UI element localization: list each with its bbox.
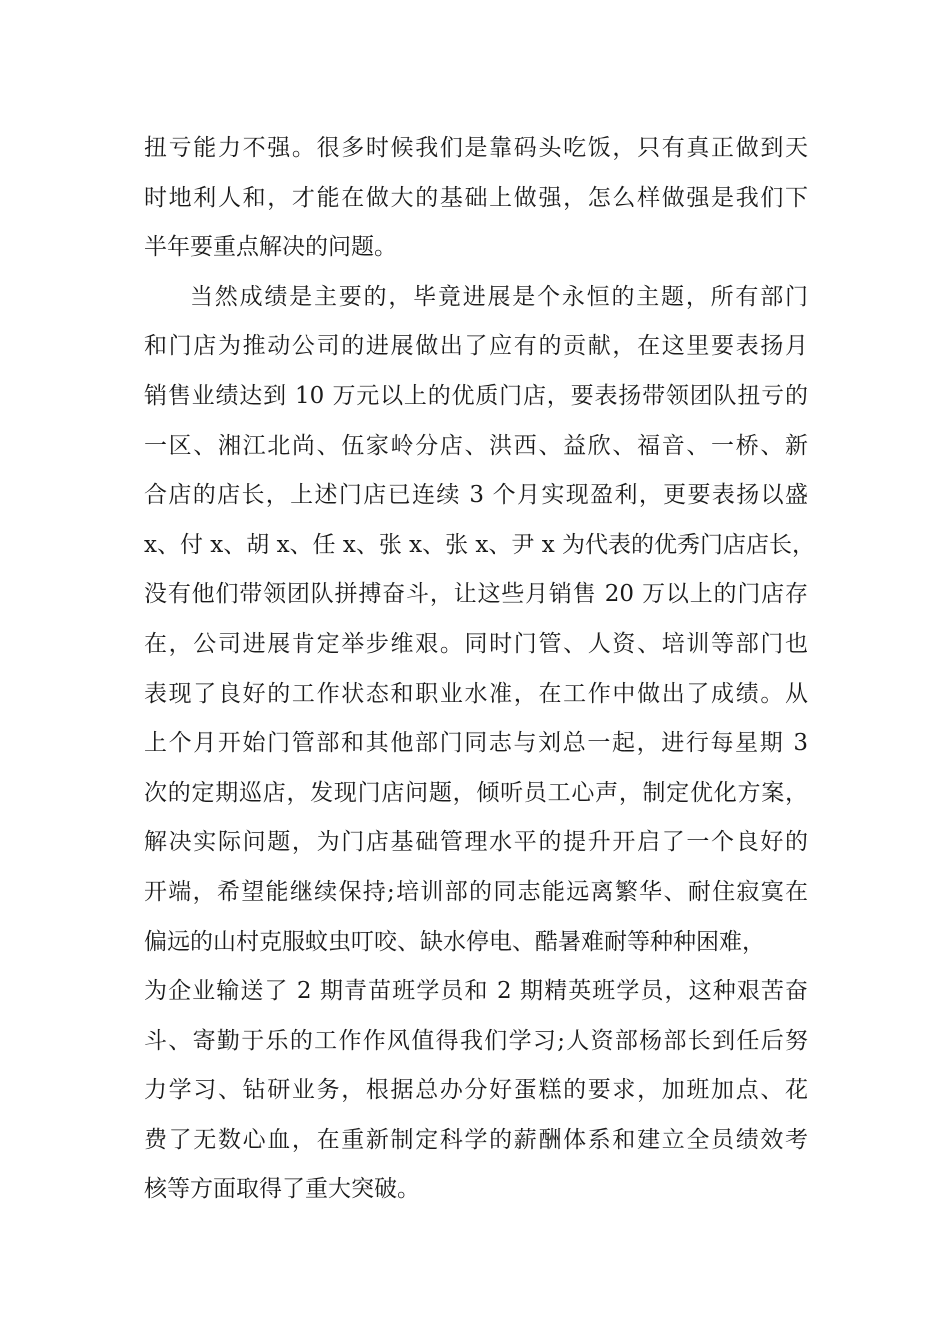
paragraph-2	[144, 273, 815, 1215]
paragraph-line: 扭亏能力不强。很多时候我们是靠码头吃饭，只有真正做到天	[144, 135, 808, 161]
paragraph-line: 上个月开始门管部和其他部门同志与刘总一起，进行每星期 3	[144, 730, 808, 757]
paragraph-line: 费了无数心血，在重新制定科学的薪酬体系和建立全员绩效考	[144, 1126, 808, 1153]
paragraph-line: 和门店为推动公司的进展做出了应有的贡献，在这里要表扬月	[144, 333, 808, 360]
paragraph-line: 一区、湘江北尚、伍家岭分店、洪西、益欣、福音、一桥、新	[144, 432, 808, 459]
paragraph-line: 合店的店长，上述门店已连续 3 个月实现盈利，更要表扬以盛	[144, 482, 808, 509]
paragraph-line: 解决实际问题，为门店基础管理水平的提升开启了一个良好的	[144, 829, 808, 856]
paragraph-line: 核等方面取得了重大突破。	[144, 1176, 420, 1203]
paragraph-line: 斗、寄勤于乐的工作作风值得我们学习;人资部杨部长到任后努	[144, 1027, 808, 1054]
paragraph-line: 力学习、钻研业务，根据总办分好蛋糕的要求，加班加点、花	[144, 1077, 808, 1104]
paragraph-line: 没有他们带领团队拼搏奋斗，让这些月销售 20 万以上的门店存	[144, 581, 808, 608]
paragraph-line: 表现了良好的工作状态和职业水准，在工作中做出了成绩。从	[144, 680, 808, 707]
paragraph-line: 在，公司进展肯定举步维艰。同时门管、人资、培训等部门也	[144, 630, 808, 657]
paragraph-1	[144, 124, 808, 273]
document-body	[144, 124, 815, 1215]
paragraph-line: 销售业绩达到 10 万元以上的优质门店，要表扬带领团队扭亏的	[144, 382, 808, 409]
paragraph-line: 偏远的山村克服蚊虫叮咬、缺水停电、酷暑难耐等种种困难，	[144, 928, 765, 955]
paragraph-line: x、付 x、胡 x、任 x、张 x、张 x、尹 x 为代表的优秀门店店长，	[144, 531, 815, 558]
paragraph-line: 为企业输送了 2 期青苗班学员和 2 期精英班学员，这种艰苦奋	[144, 978, 808, 1005]
paragraph-line: 半年要重点解决的问题。	[144, 234, 397, 261]
paragraph-line: 次的定期巡店，发现门店问题，倾听员工心声，制定优化方案，	[144, 779, 808, 806]
paragraph-line: 当然成绩是主要的，毕竟进展是个永恒的主题，所有部门	[190, 283, 808, 310]
paragraph-line: 开端，希望能继续保持;培训部的同志能远离繁华、耐住寂寞在	[144, 878, 808, 905]
paragraph-line: 时地利人和，才能在做大的基础上做强，怎么样做强是我们下	[144, 184, 808, 211]
